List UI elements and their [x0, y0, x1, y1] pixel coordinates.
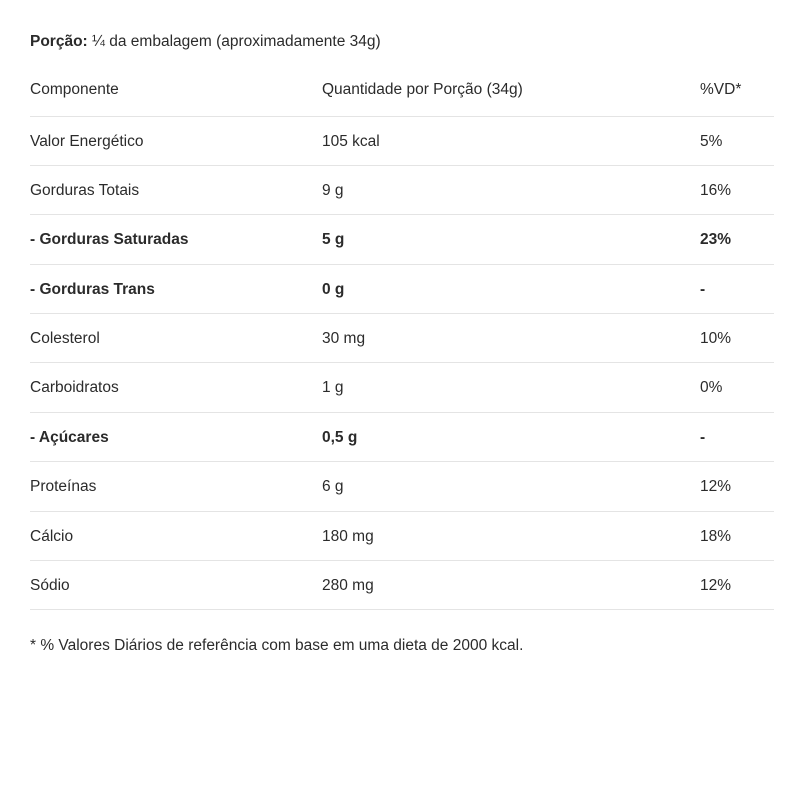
- nutrition-table: [30, 74, 774, 610]
- table-row: [30, 116, 774, 165]
- column-header-daily-value: %VD*: [700, 74, 774, 116]
- column-header-amount: Quantidade por Porção (34g): [322, 74, 700, 116]
- cell-amount: 6 g: [322, 462, 700, 511]
- table-body: [30, 116, 774, 610]
- cell-amount: 30 mg: [322, 314, 700, 363]
- cell-component: Sódio: [30, 560, 322, 609]
- cell-amount: 1 g: [322, 363, 700, 412]
- serving-size-value: ¼ da embalagem (aproximadamente 34g): [92, 33, 381, 50]
- cell-daily-value: 5%: [700, 116, 774, 165]
- serving-size-line: [30, 32, 772, 52]
- cell-amount: 105 kcal: [322, 116, 700, 165]
- table-row: [30, 462, 774, 511]
- cell-daily-value: 16%: [700, 165, 774, 214]
- cell-daily-value: 23%: [700, 215, 774, 264]
- cell-daily-value: 12%: [700, 560, 774, 609]
- cell-amount: 180 mg: [322, 511, 700, 560]
- table-row: [30, 412, 774, 461]
- table-row: [30, 363, 774, 412]
- column-header-component: Componente: [30, 74, 322, 116]
- table-row: [30, 215, 774, 264]
- cell-component: Proteínas: [30, 462, 322, 511]
- cell-daily-value: 0%: [700, 363, 774, 412]
- cell-component: Gorduras Totais: [30, 165, 322, 214]
- cell-component: - Gorduras Saturadas: [30, 215, 322, 264]
- cell-amount: 0 g: [322, 264, 700, 313]
- table-row: [30, 560, 774, 609]
- table-header-row: [30, 74, 774, 116]
- cell-amount: 280 mg: [322, 560, 700, 609]
- cell-component: Valor Energético: [30, 116, 322, 165]
- cell-component: - Gorduras Trans: [30, 264, 322, 313]
- table-header: [30, 74, 774, 116]
- cell-daily-value: 12%: [700, 462, 774, 511]
- cell-amount: 9 g: [322, 165, 700, 214]
- cell-amount: 0,5 g: [322, 412, 700, 461]
- cell-component: Cálcio: [30, 511, 322, 560]
- serving-size-label: Porção:: [30, 33, 88, 50]
- cell-amount: 5 g: [322, 215, 700, 264]
- cell-daily-value: 10%: [700, 314, 774, 363]
- table-row: [30, 314, 774, 363]
- cell-daily-value: 18%: [700, 511, 774, 560]
- table-row: [30, 511, 774, 560]
- cell-daily-value: -: [700, 412, 774, 461]
- table-row: [30, 264, 774, 313]
- cell-component: Colesterol: [30, 314, 322, 363]
- cell-component: - Açúcares: [30, 412, 322, 461]
- table-row: [30, 165, 774, 214]
- cell-component: Carboidratos: [30, 363, 322, 412]
- daily-value-footnote: * % Valores Diários de referência com base em uma dieta de 2000 kcal.: [30, 637, 524, 655]
- cell-daily-value: -: [700, 264, 774, 313]
